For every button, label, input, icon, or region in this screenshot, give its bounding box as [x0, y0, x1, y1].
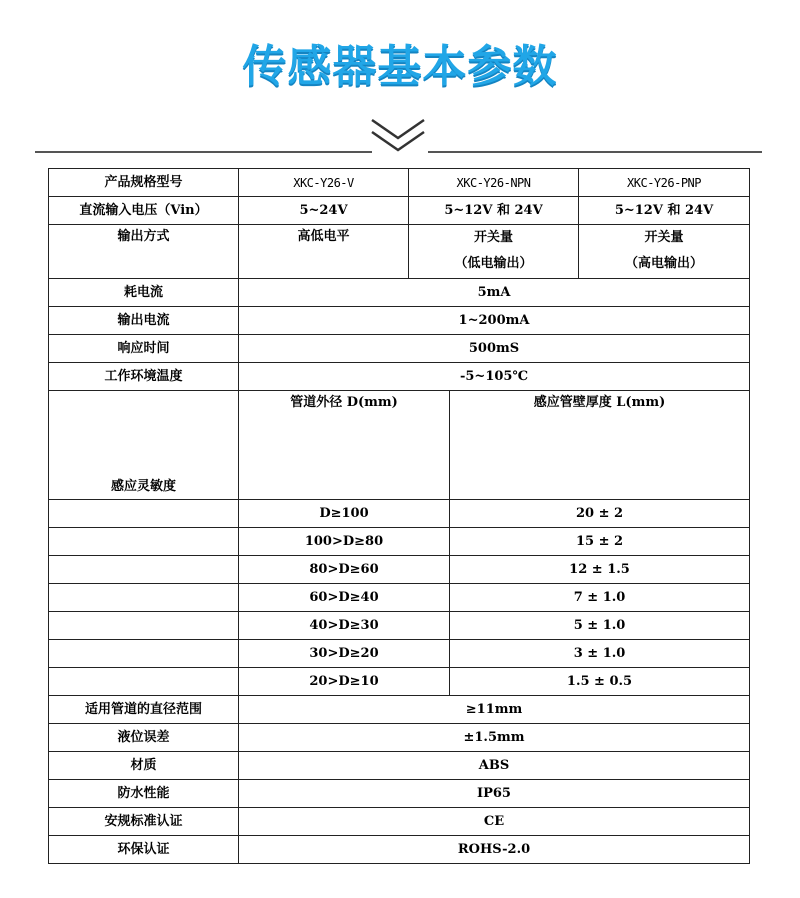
- page-title: 传感器基本参数: [242, 41, 558, 92]
- table-row: [49, 584, 750, 612]
- sensitivity-diameter: 60>D≥40: [239, 584, 450, 612]
- output-mode-npn: [409, 225, 579, 279]
- sensitivity-thickness: 1.5 ± 0.5: [450, 668, 750, 696]
- row-label-waterproof: 防水性能: [49, 780, 239, 808]
- table-row: [49, 556, 750, 584]
- safety-value: CE: [239, 808, 750, 836]
- model-npn: XKC-Y26-NPN: [409, 169, 579, 197]
- sensitivity-diameter: D≥100: [239, 500, 450, 528]
- sensitivity-thickness: 15 ± 2: [450, 528, 750, 556]
- table-row: [49, 225, 750, 279]
- model-v: XKC-Y26-V: [239, 169, 409, 197]
- sensitivity-blank-cell: [49, 612, 239, 640]
- power-value: 5mA: [239, 279, 750, 307]
- temperature-value: -5~105℃: [239, 363, 750, 391]
- row-label-model: 产品规格型号: [49, 169, 239, 197]
- dc-input-v: 5~24V: [239, 197, 409, 225]
- sensitivity-thickness: 3 ± 1.0: [450, 640, 750, 668]
- sensitivity-thickness: 5 ± 1.0: [450, 612, 750, 640]
- divider-chevron-icon: [0, 112, 800, 162]
- row-label-power: 耗电流: [49, 279, 239, 307]
- table-row: [49, 307, 750, 335]
- output-mode-npn-line1: 开关量: [474, 230, 514, 245]
- sensitivity-thickness: 7 ± 1.0: [450, 584, 750, 612]
- dc-input-npn: 5~12V 和 24V: [409, 197, 579, 225]
- spec-table: [48, 168, 750, 864]
- sensitivity-diameter: 80>D≥60: [239, 556, 450, 584]
- waterproof-value: IP65: [239, 780, 750, 808]
- table-row: [49, 335, 750, 363]
- table-row: [49, 169, 750, 197]
- response-value: 500mS: [239, 335, 750, 363]
- table-row: [49, 500, 750, 528]
- row-label-dc-input: 直流输入电压（Vin）: [49, 197, 239, 225]
- row-label-material: 材质: [49, 752, 239, 780]
- sensitivity-diameter: 30>D≥20: [239, 640, 450, 668]
- sensitivity-blank-cell: [49, 556, 239, 584]
- output-mode-v: 高低电平: [239, 225, 409, 279]
- row-label-temperature: 工作环境温度: [49, 363, 239, 391]
- table-row: [49, 724, 750, 752]
- sensitivity-blank-cell: [49, 640, 239, 668]
- col-header-thickness: 感应管壁厚度 L(mm): [450, 391, 750, 500]
- output-mode-npn-line2: （低电输出）: [454, 256, 533, 271]
- sensitivity-blank-cell: [49, 500, 239, 528]
- dc-input-pnp: 5~12V 和 24V: [579, 197, 750, 225]
- table-row: [49, 780, 750, 808]
- sensitivity-thickness: 12 ± 1.5: [450, 556, 750, 584]
- table-row: [49, 197, 750, 225]
- table-row: [49, 696, 750, 724]
- row-label-sensitivity: 感应灵敏度: [49, 391, 239, 500]
- output-mode-pnp-line2: （高电输出）: [625, 256, 704, 271]
- sensitivity-blank-cell: [49, 668, 239, 696]
- material-value: ABS: [239, 752, 750, 780]
- sensitivity-blank-cell: [49, 584, 239, 612]
- row-label-pipe-range: 适用管道的直径范围: [49, 696, 239, 724]
- row-label-output-current: 输出电流: [49, 307, 239, 335]
- table-row: [49, 391, 750, 500]
- col-header-diameter: 管道外径 D(mm): [239, 391, 450, 500]
- table-row: [49, 279, 750, 307]
- table-row: [49, 668, 750, 696]
- row-label-response: 响应时间: [49, 335, 239, 363]
- table-row: [49, 752, 750, 780]
- output-mode-pnp: [579, 225, 750, 279]
- environment-value: ROHS-2.0: [239, 836, 750, 864]
- sensitivity-blank-cell: [49, 528, 239, 556]
- level-error-value: ±1.5mm: [239, 724, 750, 752]
- row-label-environment: 环保认证: [49, 836, 239, 864]
- sensitivity-thickness: 20 ± 2: [450, 500, 750, 528]
- table-row: [49, 612, 750, 640]
- table-row: [49, 836, 750, 864]
- pipe-range-value: ≥11mm: [239, 696, 750, 724]
- sensitivity-diameter: 100>D≥80: [239, 528, 450, 556]
- row-label-output-mode: 输出方式: [49, 225, 239, 279]
- output-current-value: 1~200mA: [239, 307, 750, 335]
- table-row: [49, 363, 750, 391]
- sensitivity-diameter: 40>D≥30: [239, 612, 450, 640]
- row-label-level-error: 液位误差: [49, 724, 239, 752]
- table-row: [49, 528, 750, 556]
- row-label-safety: 安规标准认证: [49, 808, 239, 836]
- output-mode-pnp-line1: 开关量: [644, 230, 684, 245]
- table-row: [49, 808, 750, 836]
- model-pnp: XKC-Y26-PNP: [579, 169, 750, 197]
- sensitivity-diameter: 20>D≥10: [239, 668, 450, 696]
- table-row: [49, 640, 750, 668]
